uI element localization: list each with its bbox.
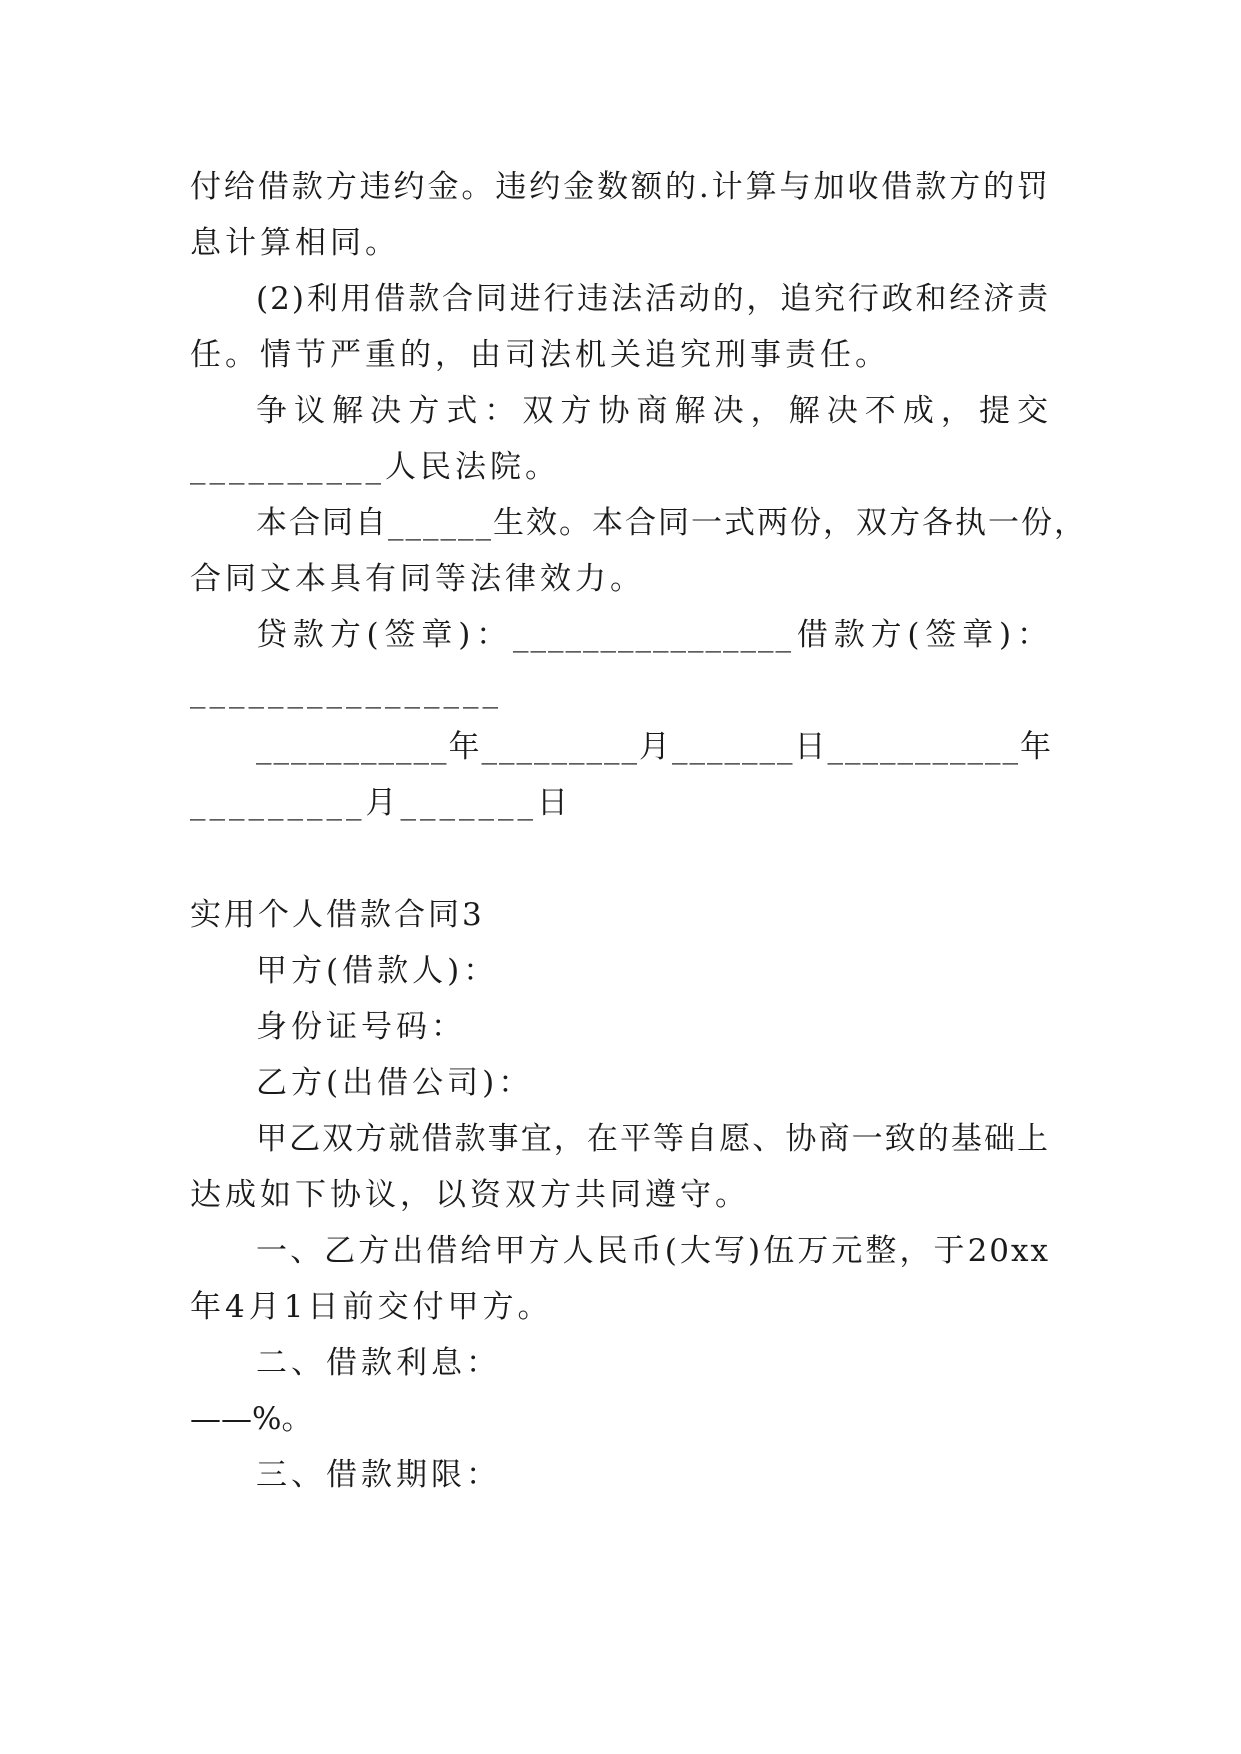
section-title: 实用个人借款合同3: [190, 897, 485, 933]
id-number-line: 身份证号码：: [256, 1009, 466, 1045]
interest-rate-line: ——%。: [190, 1401, 313, 1437]
text-line-12: _________月_______日: [190, 785, 572, 821]
text-line-6: __________人民法院。: [190, 449, 560, 485]
text-line-1: 付给借款方违约金。违约金数额的.计算与加收借款方的罚: [190, 169, 1050, 205]
agreement-intro-line-2: 达成如下协议，以资双方共同遵守。: [190, 1177, 750, 1213]
clause-1-line-1: 一、乙方出借给甲方人民币(大写)伍万元整，于20xx: [256, 1233, 1050, 1269]
text-line-2: 息计算相同。: [190, 225, 400, 261]
clause-3-heading: 三、借款期限：: [256, 1457, 501, 1493]
party-a-line: 甲方(借款人)：: [256, 953, 499, 989]
text-line-10: ________________: [190, 673, 502, 709]
text-line-3: (2)利用借款合同进行违法活动的，追究行政和经济责: [256, 281, 1050, 317]
text-line-5: 争议解决方式：双方协商解决，解决不成，提交: [256, 393, 1050, 429]
clause-1-line-2: 年4月1日前交付甲方。: [190, 1289, 553, 1325]
text-line-4: 任。情节严重的，由司法机关追究刑事责任。: [190, 337, 890, 373]
text-line-8: 合同文本具有同等法律效力。: [190, 561, 645, 597]
party-b-line: 乙方(出借公司)：: [256, 1065, 534, 1101]
text-line-9: 贷款方(签章)：________________借款方(签章)：: [256, 617, 1050, 653]
agreement-intro-line-1: 甲乙双方就借款事宜，在平等自愿、协商一致的基础上: [256, 1121, 1050, 1157]
text-line-11: ___________年_________月_______日___________年: [256, 729, 1053, 765]
clause-2-heading: 二、借款利息：: [256, 1345, 501, 1381]
text-line-7: 本合同自______生效。本合同一式两份，双方各执一份，: [256, 505, 1087, 541]
